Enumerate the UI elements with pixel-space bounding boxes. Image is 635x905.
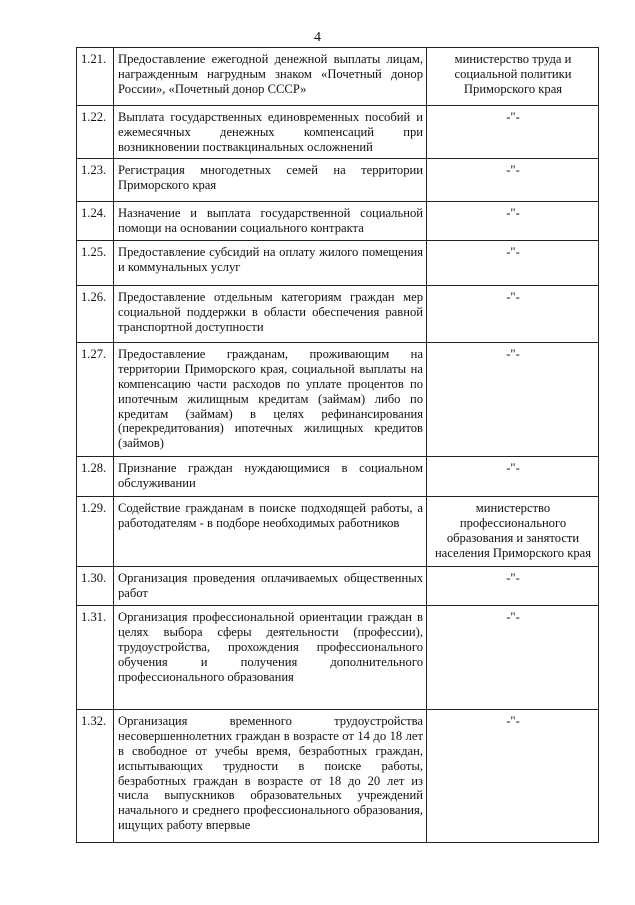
table-row <box>77 497 599 567</box>
table-row <box>77 48 599 106</box>
service-description: Предоставление отдельным категориям граждан мер социальной поддержки в области обеспечения равной транспортной доступности <box>114 286 427 343</box>
responsible-executor: -"- <box>427 457 599 497</box>
row-number: 1.25. <box>77 241 114 286</box>
row-number: 1.29. <box>77 497 114 567</box>
table-row <box>77 241 599 286</box>
responsible-executor: -"- <box>427 567 599 606</box>
responsible-executor: -"- <box>427 606 599 710</box>
responsible-executor: -"- <box>427 241 599 286</box>
service-description: Организация профессиональной ориентации граждан в целях выбора сферы деятельности (профессии), трудоустройства, прохождения профессионального обучения и получения дополнительного профессионального образования <box>114 606 427 710</box>
responsible-executor: -"- <box>427 106 599 159</box>
services-table <box>76 47 599 843</box>
page-number: 4 <box>314 30 321 45</box>
row-number: 1.32. <box>77 710 114 843</box>
row-number: 1.24. <box>77 202 114 241</box>
table-row <box>77 457 599 497</box>
table-row <box>77 202 599 241</box>
table-row <box>77 343 599 457</box>
service-description: Организация проведения оплачиваемых общественных работ <box>114 567 427 606</box>
responsible-executor: министерство труда и социальной политики Приморского края <box>427 48 599 106</box>
responsible-executor: -"- <box>427 286 599 343</box>
service-description: Организация временного трудоустройства несовершеннолетних граждан в возрасте от 14 до 18 лет в свободное от учебы время, безработных граждан, испытывающих трудности в поиске работы, безработных граждан в возрасте от 18 до 20 лет из числа выпускников образовательных учреждений начального и среднего профессионального образования, ищущих работу впервые <box>114 710 427 843</box>
service-description: Назначение и выплата государственной социальной помощи на основании социального контракта <box>114 202 427 241</box>
table-row <box>77 567 599 606</box>
table-row <box>77 606 599 710</box>
row-number: 1.21. <box>77 48 114 106</box>
table-row <box>77 710 599 843</box>
service-description: Предоставление гражданам, проживающим на территории Приморского края, социальной выплаты на компенсацию части расходов по уплате процентов по ипотечным жилищным кредитам (займам) либо по кредитам (займам) в целях рефинансирования (перекредитования) ипотечных жилищных кредитов (займов) <box>114 343 427 457</box>
row-number: 1.30. <box>77 567 114 606</box>
responsible-executor: -"- <box>427 343 599 457</box>
table-row <box>77 106 599 159</box>
service-description: Выплата государственных единовременных пособий и ежемесячных денежных компенсаций при возникновении поствакцинальных осложнений <box>114 106 427 159</box>
responsible-executor: -"- <box>427 159 599 202</box>
service-description: Предоставление ежегодной денежной выплаты лицам, награжденным нагрудным знаком «Почетный донор России», «Почетный донор СССР» <box>114 48 427 106</box>
table-row <box>77 286 599 343</box>
service-description: Регистрация многодетных семей на территории Приморского края <box>114 159 427 202</box>
responsible-executor: -"- <box>427 202 599 241</box>
row-number: 1.27. <box>77 343 114 457</box>
service-description: Содействие гражданам в поиске подходящей работы, а работодателям - в подборе необходимых работников <box>114 497 427 567</box>
service-description: Предоставление субсидий на оплату жилого помещения и коммунальных услуг <box>114 241 427 286</box>
service-description: Признание граждан нуждающимися в социальном обслуживании <box>114 457 427 497</box>
row-number: 1.23. <box>77 159 114 202</box>
row-number: 1.28. <box>77 457 114 497</box>
responsible-executor: министерство профессионального образования и занятости населения Приморского края <box>427 497 599 567</box>
row-number: 1.31. <box>77 606 114 710</box>
responsible-executor: -"- <box>427 710 599 843</box>
row-number: 1.22. <box>77 106 114 159</box>
table-row <box>77 159 599 202</box>
row-number: 1.26. <box>77 286 114 343</box>
